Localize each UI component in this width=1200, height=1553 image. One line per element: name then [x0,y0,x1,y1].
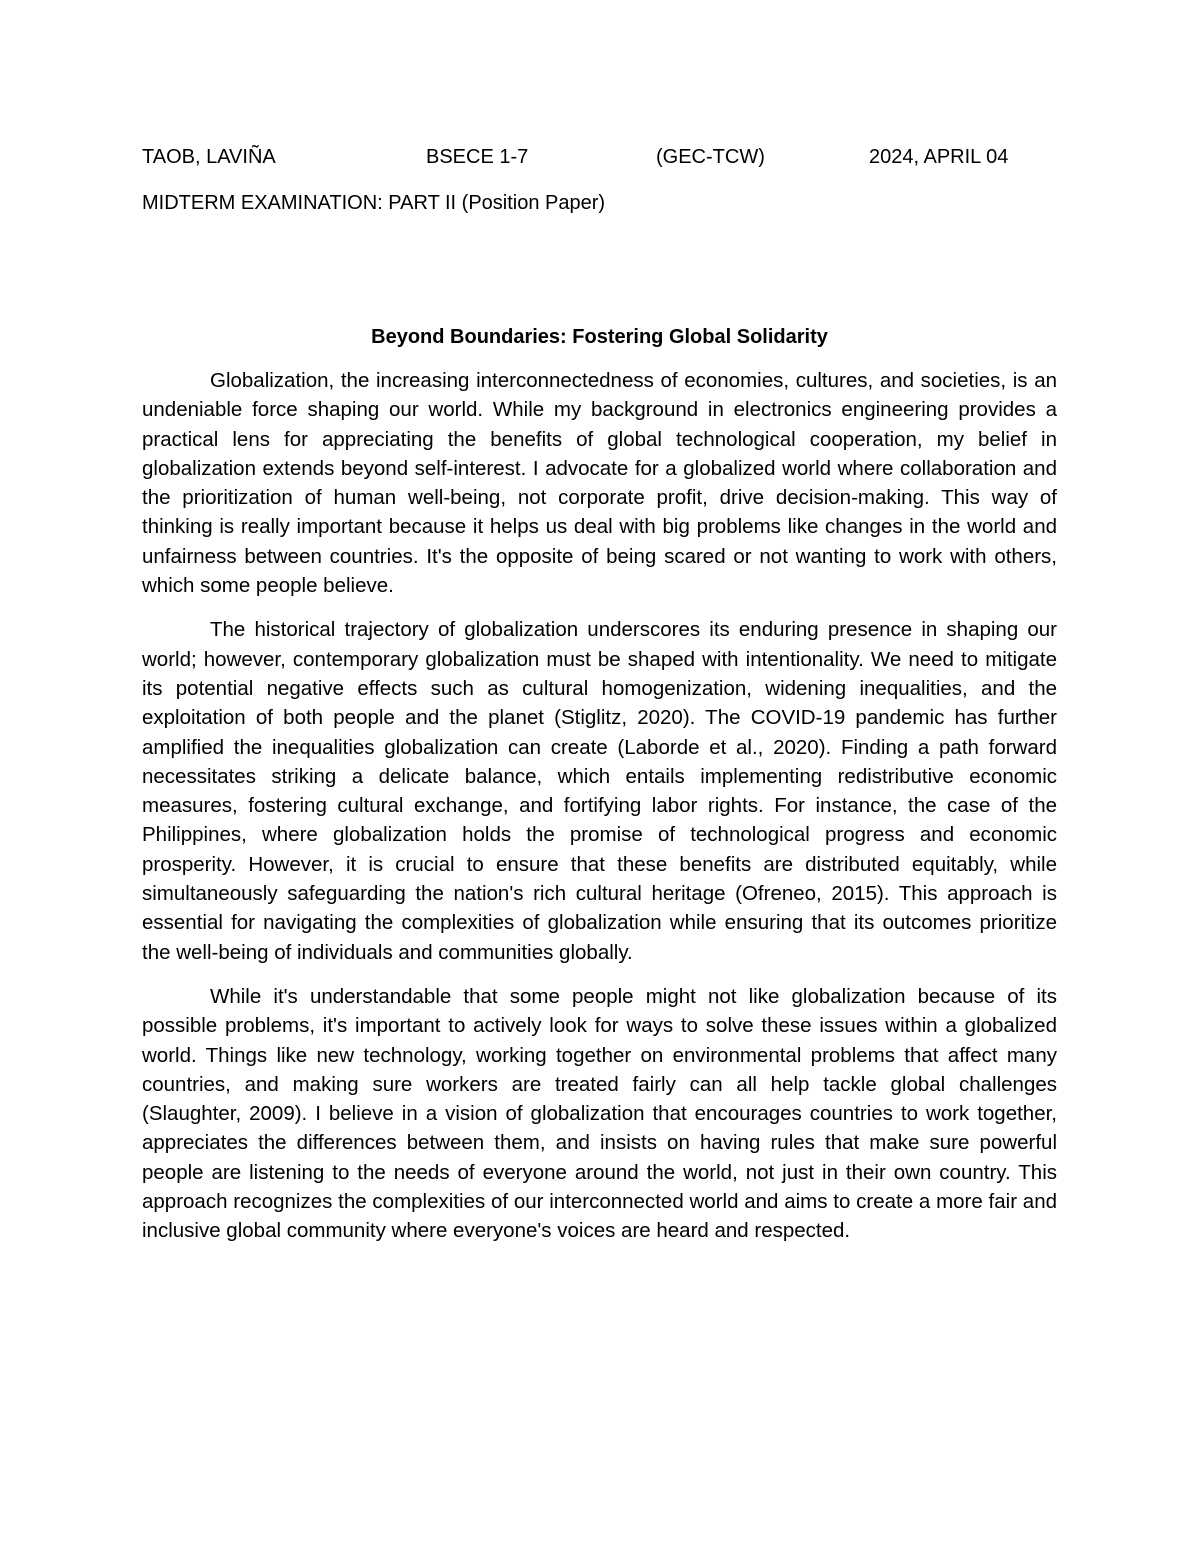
student-name: TAOB, LAVIÑA [142,146,276,168]
subject-code: (GEC-TCW) [656,146,765,168]
paragraph-2: The historical trajectory of globalization underscores its enduring presence in shaping our world; however, contemporary globalization must be shaped with intentionality. We need to mitigate its potential negative effects such as cultural homogenization, widening inequalities, and the exploitation of both people and the planet (Stiglitz, 2020). The COVID-19 pandemic has further amplified the inequalities globalization can create (Laborde et al., 2020). Finding a path forward necessitates striking a delicate balance, which entails implementing redistributive economic measures, fostering cultural exchange, and fortifying labor rights. For instance, the case of the Philippines, where globalization holds the promise of technological progress and economic prosperity. However, it is crucial to ensure that these benefits are distributed equitably, while simultaneously safeguarding the nation's rich cultural heritage (Ofreneo, 2015). This approach is essential for navigating the complexities of globalization while ensuring that its outcomes prioritize the well-being of individuals and communities globally. [142,618,1057,964]
paragraph-3: While it's understandable that some people might not like globalization because of its possible problems, it's important to actively look for ways to solve these issues within a globalized world. Things like new technology, working together on environmental problems that affect many countries, and making sure workers are treated fairly can all help tackle global challenges (Slaughter, 2009). I believe in a vision of globalization that encourages countries to work together, appreciates the differences between them, and insists on having rules that make sure powerful people are listening to the needs of everyone around the world, not just in their own country. This approach recognizes the complexities of our interconnected world and aims to create a more fair and inclusive global community where everyone's voices are heard and respected. [142,984,1057,1243]
submission-date: 2024, APRIL 04 [869,146,1009,168]
course-section: BSECE 1-7 [426,146,529,168]
paper-title: Beyond Boundaries: Fostering Global Solidarity [371,326,828,348]
paragraph-1: Globalization, the increasing interconnectedness of economies, cultures, and societies, is an undeniable force shaping our world. While my background in electronics engineering provides a practical lens for appreciating the benefits of global technological cooperation, my belief in globalization extends beyond self-interest. I advocate for a globalized world where collaboration and the prioritization of human well-being, not corporate profit, drive decision-making. This way of thinking is really important because it helps us deal with big problems like changes in the world and unfairness between countries. It's the opposite of being scared or not wanting to work with others, which some people believe. [142,369,1057,598]
exam-label: MIDTERM EXAMINATION: PART II (Position Paper) [142,192,606,214]
student-info-header [142,142,1062,172]
paper-body [142,366,1057,1261]
